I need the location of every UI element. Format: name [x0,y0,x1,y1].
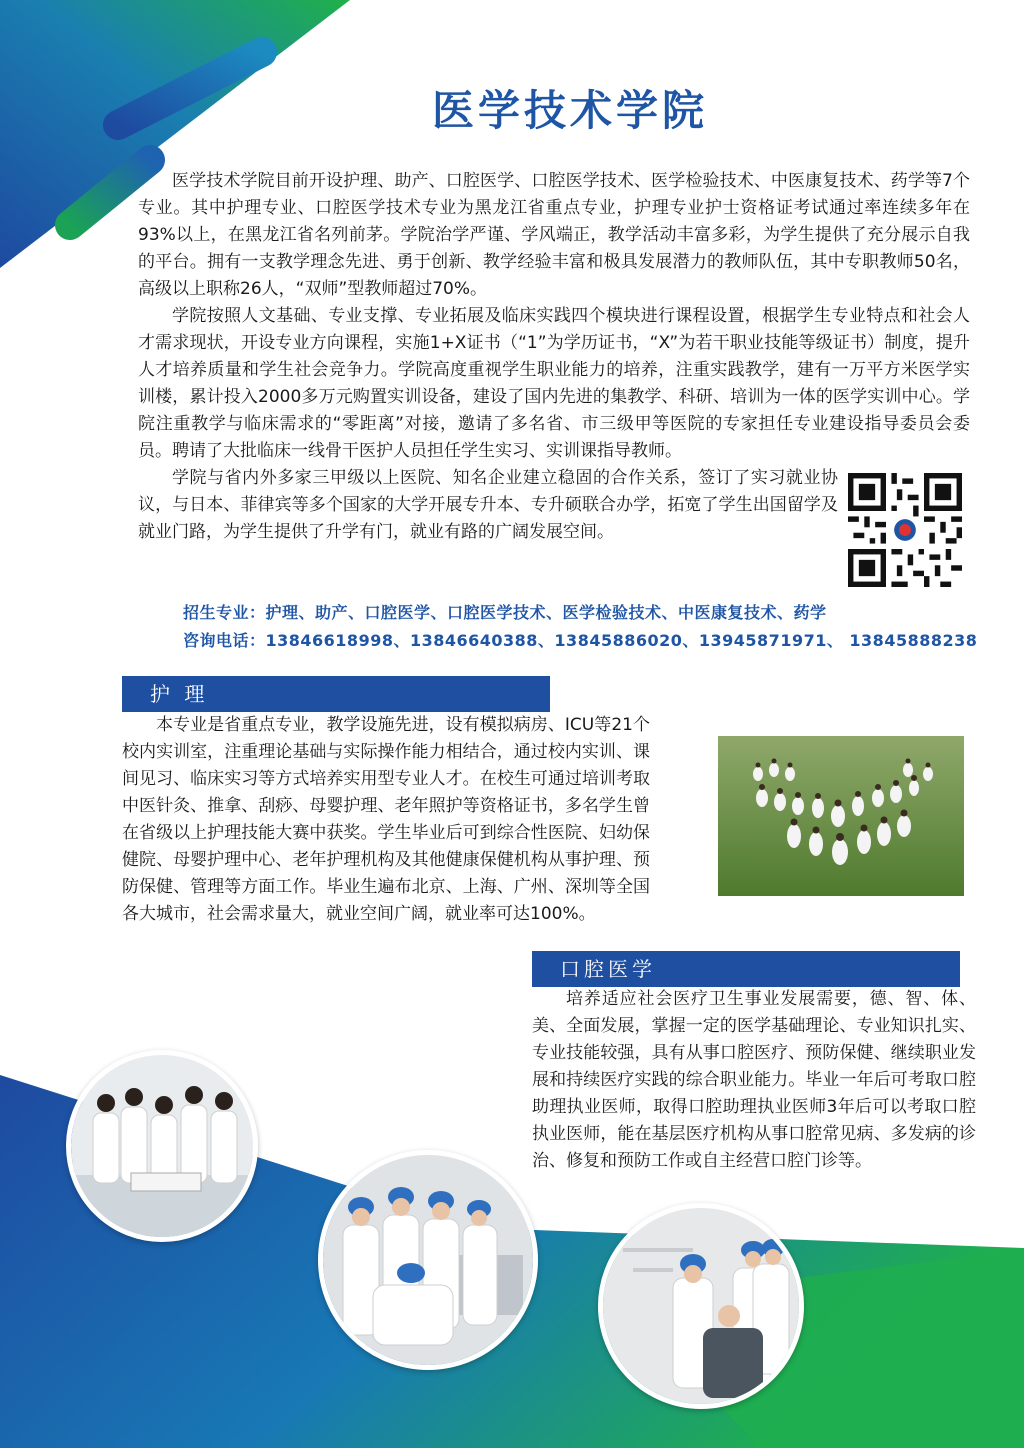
intro-section [138,168,970,546]
dental-description: 培养适应社会医疗卫生事业发展需要，德、智、体、美、全面发展，掌握一定的医学基础理论、专业知识扎实、专业技能较强，具有从事口腔医疗、预防保健、继续职业发展和持续医疗实践的综合职业能力。毕业一年后可考取口腔助理执业医师，取得口腔助理执业医师3年后可以考取口腔执业医师，能在基层医疗机构从事口腔常见病、多发病的诊治、修复和预防工作或自主经营口腔门诊等。 [532,989,976,1171]
lab-training-photo [66,1050,258,1242]
dental-exam-photo [598,1203,804,1409]
nursing-heading: 护 理 [122,676,550,712]
intro-paragraph-2: 学院按照人文基础、专业支撑、专业拓展及临床实践四个模块进行课程设置，根据学生专业特点和社会人才需求现状，开设专业方向课程，实施1+X证书（“1”为学历证书，“X”为若干职业技能等级证书）制度，提升人才培养质量和学生社会竞争力。学院高度重视学生职业能力的培养，注重实践教学，建有一万平方米医学实训楼，累计投入2000多万元购置实训设备，建设了国内先进的集教学、科研、培训为一体的医学实训中心。学院注重教学与临床需求的“零距离”对接，邀请了多名省、市三级甲等医院的专家担任专业建设指导委员会委员。聘请了大批临床一线骨干医护人员担任学生实习、实训课指导教师。 [138,306,970,461]
enrollment-majors: 招生专业：护理、助产、口腔医学、口腔医学技术、医学检验技术、中医康复技术、药学 [183,603,827,622]
qr-code-icon [848,473,962,587]
nursing-description: 本专业是省重点专业，教学设施先进，设有模拟病房、ICU等21个校内实训室，注重理论基础与实际操作能力相结合，通过校内实训、课间见习、临床实习等方式培养实用型专业人才。在校生可通过培训考取中医针灸、推拿、刮痧、母婴护理、老年照护等资格证书，多名学生曾在省级以上护理技能大赛中获奖。学生毕业后可到综合性医院、妇幼保健院、母婴护理中心、老年护理机构及其他健康保健机构从事护理、预防保健、管理等方面工作。毕业生遍布北京、上海、广州、深圳等全国各大城市，社会需求量大，就业空间广阔，就业率可达100%。 [122,715,650,924]
contact-phones: 咨询电话：13846618998、13846640388、13845886020、13945871971、 13845888238 [183,631,978,650]
dental-heading: 口腔医学 [532,951,960,987]
intro-paragraph-1: 医学技术学院目前开设护理、助产、口腔医学、口腔医学技术、医学检验技术、中医康复技术、药学等7个专业。其中护理专业、口腔医学技术专业为黑龙江省重点专业，护理专业护士资格证考试通过率连续多年在93%以上，在黑龙江省名列前茅。学院治学严谨、学风端正，教学活动丰富多彩，为学生提供了充分展示自我的平台。拥有一支教学理念先进、勇于创新、教学经验丰富和极具发展潜力的教师队伍，其中专职教师50名，高级以上职称26人，“双师”型教师超过70%。 [138,171,970,299]
nursing-students-photo [718,736,964,896]
intro-paragraph-3: 学院与省内外多家三甲级以上医院、知名企业建立稳固的合作关系，签订了实习就业协议，与日本、菲律宾等多个国家的大学开展专升本、专升硕联合办学，拓宽了学生出国留学及就业门路，为学生提供了升学有门，就业有路的广阔发展空间。 [138,468,838,542]
page-title: 医学技术学院 [431,86,708,135]
dental-clinic-photo [318,1150,538,1370]
